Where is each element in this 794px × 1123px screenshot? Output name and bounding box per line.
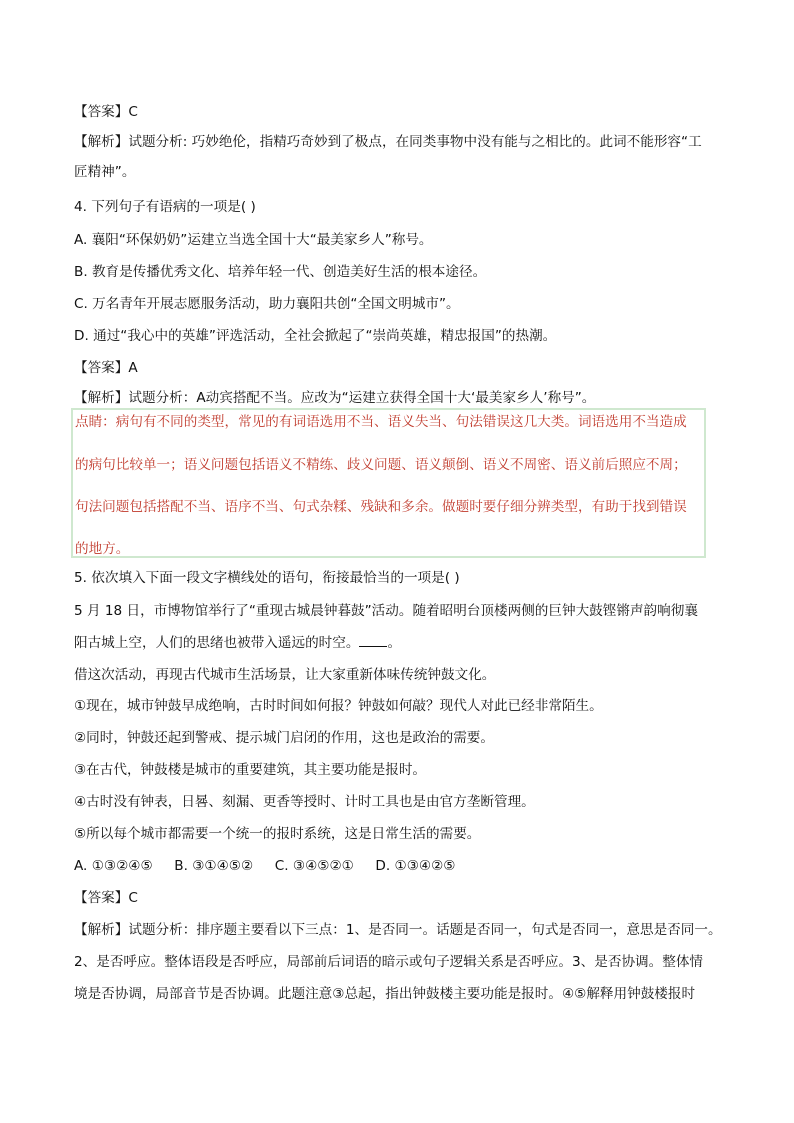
analysis-text: 试题分析：排序题主要看以下三点：1、是否同一。话题是否同一，句式是否同一，意思是否同一。 [128, 922, 722, 938]
answer-value: A [128, 360, 138, 376]
analysis-tag: 【解析】 [74, 134, 129, 150]
analysis-tag: 【解析】 [74, 390, 129, 406]
q4-analysis-line [74, 389, 595, 407]
q3-analysis-line-1 [74, 133, 702, 151]
q3-analysis-line-2: 匠精神”。 [74, 164, 136, 180]
q5-item-1: ①现在，城市钟鼓早成绝响，古时时间如何报？钟鼓如何敲？现代人对此已经非常陌生。 [74, 698, 603, 714]
q4-option-a: A. 襄阳“环保奶奶”运建立当选全国十大“最美家乡人”称号。 [74, 232, 433, 248]
tip-line-3: 句法问题包括搭配不当、语序不当、句式杂糅、残缺和多余。做题时要仔细分辨类型，有助于找到错误 [75, 499, 687, 515]
q5-passage-line-1: 5 月 18 日，市博物馆举行了“重现古城晨钟暮鼓”活动。随着昭明台顶楼两侧的巨钟大鼓铿锵声韵响彻襄 [74, 603, 698, 619]
fill-blank [359, 634, 387, 647]
answer-value: C [128, 890, 138, 906]
q4-question: 4. 下列句子有语病的一项是( ) [74, 199, 256, 215]
q5-analysis-line-3: 境是否协调，局部音节是否协调。此题注意③总起，指出钟鼓楼主要功能是报时。④⑤解释用钟鼓楼报时 [74, 986, 696, 1002]
answer-value: C [128, 104, 138, 120]
answer-tag: 【答案】 [74, 360, 129, 376]
tip-line-1: 点睛：病句有不同的类型，常见的有词语选用不当、语义失当、句法错误这几大类。词语选用不当造成 [75, 414, 687, 430]
q5-passage-line-2: 阳古城上空，人们的思绪也被带入遥远的时空。 。 [74, 635, 402, 651]
q5-question: 5. 依次填入下面一段文字横线处的语句，衔接最恰当的一项是( ) [74, 570, 460, 586]
q3-answer-line [74, 103, 138, 121]
analysis-text: 试题分析：A动宾搭配不当。应改为“运建立获得全国十大‘最美家乡人’称号”。 [128, 390, 596, 406]
q5-analysis-line-2: 2、是否呼应。整体语段是否呼应，局部前后词语的暗示或句子逻辑关系是否呼应。3、是否协调。整体情 [74, 954, 704, 970]
q5-passage-line-3: 借这次活动，再现古代城市生活场景，让大家重新体味传统钟鼓文化。 [74, 667, 496, 683]
tip-line-2: 的病句比较单一；语义问题包括语义不精练、歧义问题、语义颠倒、语义不周密、语义前后照应不周； [75, 457, 687, 473]
q4-option-d: D. 通过“我心中的英雄”评选活动，全社会掀起了“崇尚英雄，精忠报国”的热潮。 [74, 328, 557, 344]
q5-item-5: ⑤所以每个城市都需要一个统一的报时系统，这是日常生活的需要。 [74, 826, 481, 842]
tip-line-4: 的地方。 [75, 541, 130, 557]
analysis-tag: 【解析】 [74, 922, 129, 938]
q4-option-c: C. 万名青年开展志愿服务活动，助力襄阳共创“全国文明城市”。 [74, 296, 460, 312]
q5-answer-line [74, 889, 138, 907]
q5-item-3: ③在古代，钟鼓楼是城市的重要建筑，其主要功能是报时。 [74, 762, 427, 778]
q4-answer-line [74, 359, 138, 377]
q5-analysis-line-1 [74, 921, 722, 939]
q5-item-2: ②同时，钟鼓还起到警戒、提示城门启闭的作用，这也是政治的需要。 [74, 730, 494, 746]
q5-item-4: ④古时没有钟表，日晷、刻漏、更香等授时、计时工具也是由官方垄断管理。 [74, 794, 535, 810]
analysis-text: 试题分析: 巧妙绝伦，指精巧奇妙到了极点，在同类事物中没有能与之相比的。此词不能形容“工 [128, 134, 702, 150]
q5-options: A. ①③②④⑤ B. ③①④⑤② C. ③④⑤②① D. ①③④②⑤ [74, 858, 456, 874]
answer-tag: 【答案】 [74, 890, 129, 906]
answer-tag: 【答案】 [74, 104, 129, 120]
q4-option-b: B. 教育是传播优秀文化、培养年轻一代、创造美好生活的根本途径。 [74, 264, 487, 280]
